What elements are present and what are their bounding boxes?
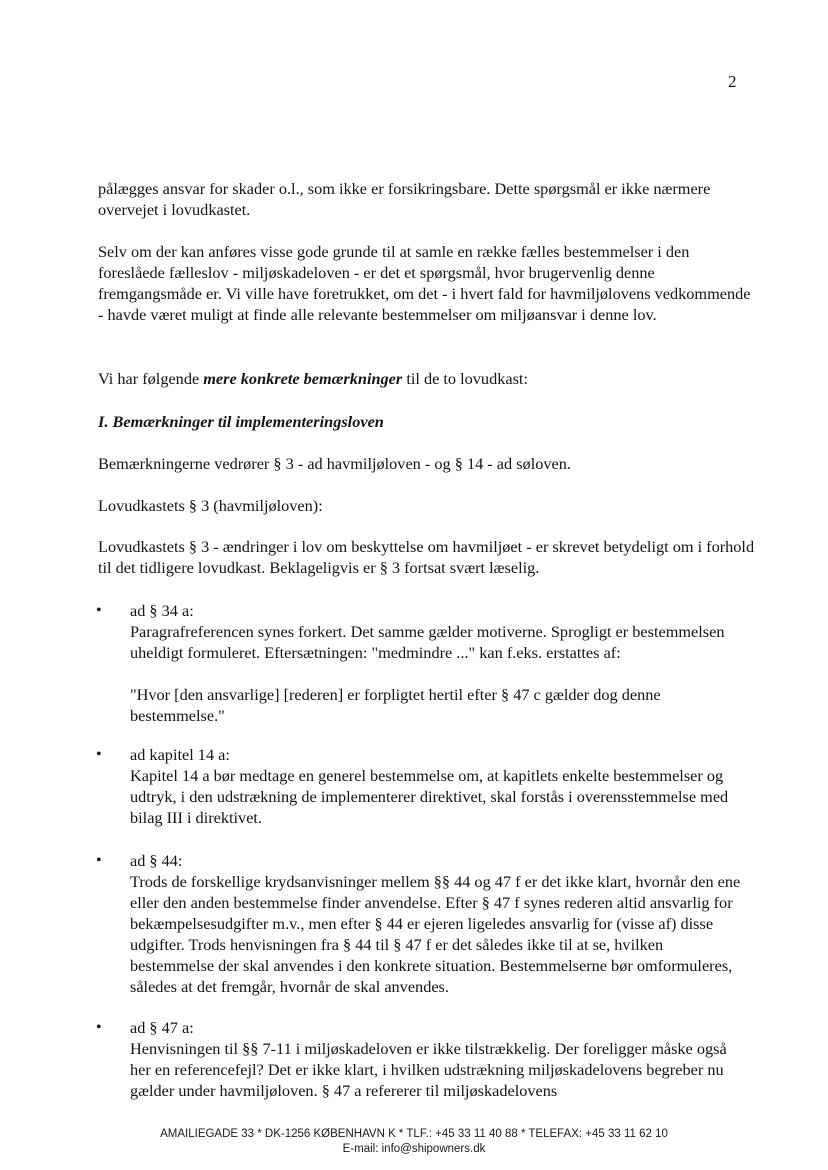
intro-emphasis: mere konkrete bemærkninger	[203, 369, 403, 388]
bullet-icon: •	[96, 746, 102, 763]
section-heading: I. Bemærkninger til implementeringsloven	[98, 412, 384, 431]
bullet-icon: •	[96, 602, 102, 619]
bullet-text: Kapitel 14 a bør medtage en generel bestemmelse om, at kapitlets enkelte bestemmelser og udtryk, i den udstrækning de implementerer direktivet, skal forstås i overensstemmelse med bilag III i direktivet.	[130, 766, 729, 827]
bullet-text: Henvisningen til §§ 7-11 i miljøskadeloven er ikke tilstrækkelig. Der foreligger måske også her en referencefejl? Det er ikke klart, i hvilken udstrækning miljøskadelovens begreber nu gælder under havmiljøloven. § 47 a refererer til miljøskadelovens	[130, 1039, 727, 1100]
paragraph-intro-remarks	[98, 368, 758, 389]
bullet-text: Trods de forskellige krydsanvisninger mellem §§ 44 og 47 f er det ikke klart, hvornår den ene eller den anden bestemmelse finder anvendelse. Efter § 47 f synes rederen altid ansvarlig for bekæmpelsesudgifter m.v., men efter § 44 er ejeren ligeledes ansvarlig for (visse af) disse udgifter. Trods henvisningen fra § 44 til § 47 f er det således ikke til at se, hvilken bestemmelse der skal anvendes i den konkrete situation. Bestemmelserne bør omformuleres, således at det fremgår, hvornår de skal anvendes.	[130, 872, 741, 996]
intro-text-start: Vi har følgende	[98, 369, 204, 388]
bullet-title: ad § 44:	[130, 851, 183, 870]
paragraph-insurance: pålægges ansvar for skader o.l., som ikke er forsikringsbare. Dette spørgsmål er ikke nærmere overvejet i lovudkastet.	[98, 179, 711, 219]
paragraph-section-title: Lovudkastets § 3 (havmiljøloven):	[98, 496, 323, 515]
footer-email: E-mail: info@shipowners.dk	[342, 1143, 486, 1155]
bullet-quote: "Hvor [den ansvarlige] [rederen] er forpligtet hertil efter § 47 c gælder dog denne bestemmelse."	[130, 685, 661, 725]
footer-address: AMAILIEGADE 33 * DK-1256 KØBENHAVN K * TLF.: +45 33 11 40 88 * TELEFAX: +45 33 11 62 10	[160, 1128, 668, 1140]
page-number: 2	[728, 72, 737, 91]
bullet-text: Paragrafreferencen synes forkert. Det samme gælder motiverne. Sprogligt er bestemmelsen uheldigt formuleret. Eftersætningen: "medmindre ..." kan f.eks. erstattes af:	[130, 622, 725, 662]
paragraph-remarks-scope: Bemærkningerne vedrører § 3 - ad havmiljøloven - og § 14 - ad søloven.	[98, 454, 571, 473]
paragraph-section-3: Lovudkastets § 3 - ændringer i lov om beskyttelse om havmiljøet - er skrevet betydeligt om i forhold til det tidligere lovudkast. Beklageligvis er § 3 fortsat svært læselig.	[98, 537, 755, 577]
bullet-title: ad § 34 a:	[130, 601, 194, 620]
bullet-title: ad kapitel 14 a:	[130, 745, 230, 764]
bullet-icon: •	[96, 1019, 102, 1036]
bullet-title: ad § 47 a:	[130, 1018, 194, 1037]
intro-text-end: til de to lovudkast:	[402, 369, 528, 388]
bullet-icon: •	[96, 852, 102, 869]
paragraph-environmental-law: Selv om der kan anføres visse gode grunde til at samle en række fælles bestemmelser i den foreslåede fælleslov - miljøskadeloven - er det et spørgsmål, hvor brugervenlig denne fremgangsmåde er. Vi ville have foretrukket, om det - i hvert fald for havmiljølovens vedkommende - havde været muligt at finde alle relevante bestemmelser om miljøansvar i denne lov.	[98, 242, 751, 324]
